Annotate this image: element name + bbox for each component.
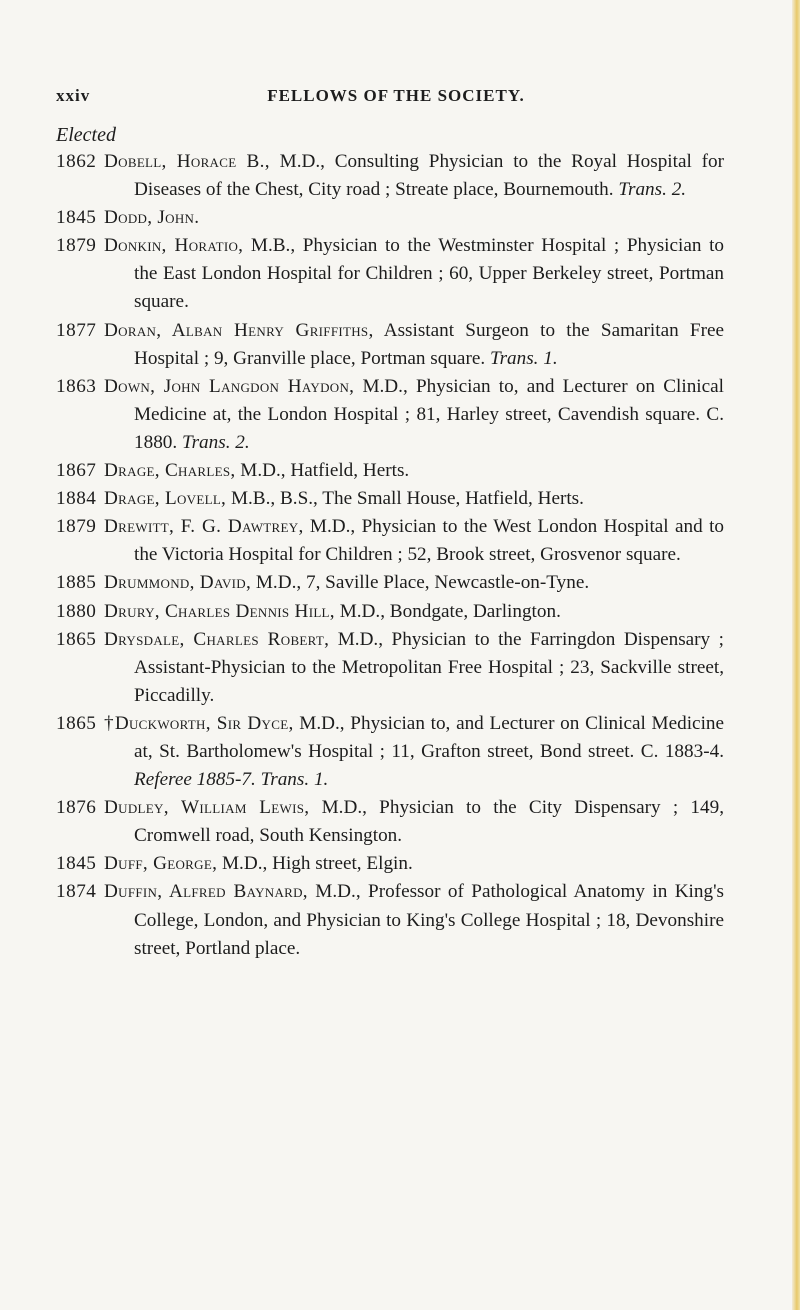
entry-name: Dobell, Horace B.,	[104, 151, 270, 172]
entry-name: Doran, Alban Henry Griffiths,	[104, 319, 374, 341]
fellow-entry	[56, 598, 776, 626]
entry-text	[104, 513, 776, 569]
entry-year: 1884	[56, 488, 97, 510]
entry-year: 1867	[56, 460, 97, 482]
fellow-entry	[56, 457, 776, 485]
entry-year: 1845	[56, 853, 97, 875]
entry-details: M.D., Bondgate, Darlington.	[334, 600, 561, 622]
entry-year: 1863	[56, 375, 97, 397]
fellow-entry	[56, 626, 776, 710]
fellow-entry	[56, 710, 776, 794]
entry-year: 1879	[56, 516, 97, 538]
entry-year: 1865	[56, 628, 97, 650]
entry-text	[104, 373, 776, 457]
entry-details: Assistant Surgeon to the Samaritan Free Hospital ; 9, Granville place, Portman square.	[134, 319, 725, 369]
entry-year: 1885	[56, 572, 97, 594]
entry-details: M.D., Hatfield, Herts.	[235, 460, 410, 482]
entry-text	[104, 850, 776, 878]
entry-details: M.D., Physician to the West London Hospital and to the Victoria Hospital for Children ; 52, Brook street, Grosvenor square.	[134, 516, 724, 566]
entry-year: 1879	[56, 235, 97, 257]
entry-text	[104, 148, 776, 204]
entry-details: M.B., B.S., The Small House, Hatfield, Herts.	[226, 488, 584, 510]
entry-name: Drage, Charles,	[104, 460, 236, 482]
entry-trans: Trans. 2.	[618, 179, 687, 201]
elected-column-label: Elected	[56, 124, 116, 146]
entry-details: M.D., Consulting Physician to the Royal Hospital for Diseases of the Chest, City road ; Streate place, Bournemouth.	[134, 151, 724, 201]
fellows-list	[56, 148, 776, 963]
entry-year: 1876	[56, 797, 97, 819]
entry-name: Donkin, Horatio,	[104, 235, 244, 257]
fellow-entry	[56, 373, 776, 457]
entry-text	[104, 317, 776, 373]
entry-name: Duffin, Alfred Baynard,	[104, 881, 308, 903]
running-title: FELLOWS OF THE SOCIETY.	[267, 86, 525, 105]
entry-trans: Trans. 2.	[181, 431, 250, 453]
fellow-entry	[56, 485, 776, 513]
entry-year: 1845	[56, 207, 97, 229]
page-number: xxiv	[56, 86, 91, 105]
entry-year: 1880	[56, 600, 97, 622]
entry-text	[104, 626, 776, 710]
entry-details: M.B., Physician to the Westminster Hospital ; Physician to the East London Hospital for Children ; 60, Upper Berkeley street, Portman square.	[134, 235, 724, 313]
entry-text	[104, 794, 776, 850]
fellow-entry	[56, 569, 776, 597]
entry-name: Dodd, John.	[104, 207, 200, 229]
fellow-entry	[56, 317, 776, 373]
entry-text	[104, 232, 776, 316]
entry-text	[104, 598, 776, 626]
entry-year: 1865	[56, 712, 97, 734]
entry-name: Drewitt, F. G. Dawtrey,	[104, 516, 304, 538]
entry-trans: Trans. 1.	[489, 347, 558, 369]
entry-name: Dudley, William Lewis,	[104, 797, 310, 819]
entry-name: Drummond, David,	[104, 572, 252, 594]
fellow-entry	[56, 513, 776, 569]
entry-name: Down, John Langdon Haydon,	[104, 375, 355, 397]
fellow-entry	[56, 232, 776, 316]
entry-text	[104, 710, 776, 794]
entry-details: M.D., Physician to the City Dispensary ; 149, Cromwell road, South Kensington.	[134, 797, 724, 847]
entry-text	[104, 485, 776, 513]
page-header	[56, 80, 736, 110]
entry-text	[104, 878, 776, 962]
fellow-entry	[56, 878, 776, 962]
entry-name: Duff, George,	[104, 853, 218, 875]
entry-year: 1874	[56, 881, 97, 903]
entry-details: M.D., Professor of Pathological Anatomy in King's College, London, and Physician to King's College Hospital ; 18, Devonshire street, Portland place.	[134, 881, 724, 959]
entry-text	[104, 457, 776, 485]
fellow-entry	[56, 204, 776, 232]
entry-name: Drage, Lovell,	[104, 488, 227, 510]
entry-name: †Duckworth, Sir Dyce,	[104, 712, 294, 734]
fellow-entry	[56, 850, 776, 878]
entry-name: Drury, Charles Dennis Hill,	[104, 600, 335, 622]
entry-year: 1877	[56, 319, 97, 341]
fellow-entry	[56, 148, 776, 204]
entry-details: M.D., Physician to, and Lecturer on Clinical Medicine at, the London Hospital ; 81, Harley street, Cavendish square. C. 1880.	[134, 375, 724, 453]
entry-referee: Referee 1885-7. Trans. 1.	[134, 769, 329, 791]
entry-details: M.D., Physician to the Farringdon Dispensary ; Assistant-Physician to the Metropolitan Free Hospital ; 23, Sackville street, Piccadilly.	[134, 628, 724, 706]
entry-details: M.D., Physician to, and Lecturer on Clinical Medicine at, St. Bartholomew's Hospital ; 11, Grafton street, Bond street. C. 1883-4.	[134, 712, 725, 762]
entry-text	[104, 569, 776, 597]
entry-year: 1862	[56, 151, 97, 172]
entry-name: Drysdale, Charles Robert,	[104, 628, 330, 650]
entry-details: M.D., High street, Elgin.	[217, 853, 413, 875]
entry-details: M.D., 7, Saville Place, Newcastle-on-Tyne.	[251, 572, 590, 594]
page-edge	[792, 0, 800, 1310]
entry-text	[104, 204, 776, 232]
fellow-entry	[56, 794, 776, 850]
